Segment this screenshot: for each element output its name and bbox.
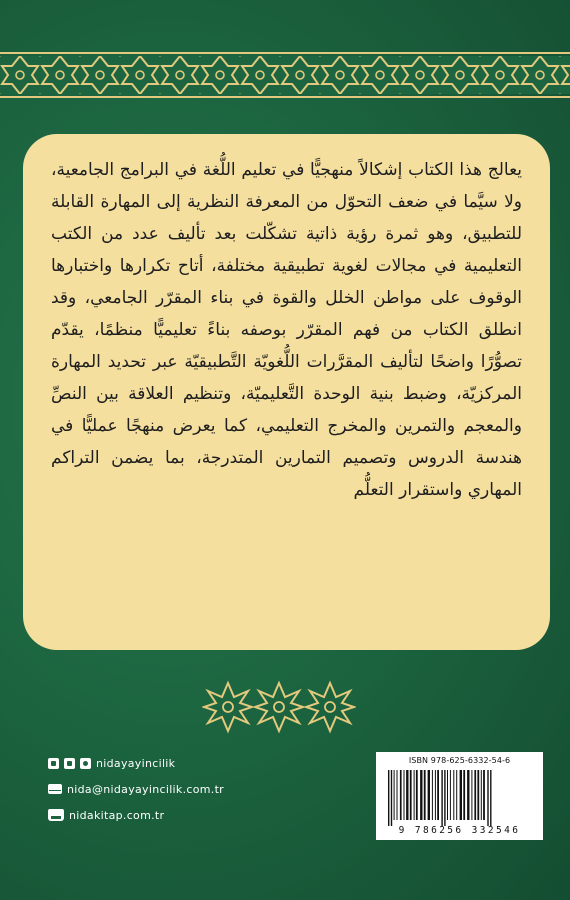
- barcode-bar: [437, 770, 439, 820]
- barcode-bar: [397, 770, 398, 820]
- barcode-bar: [490, 770, 491, 826]
- arabesque-ornament-3: [306, 683, 354, 731]
- instagram-icon[interactable]: [80, 758, 91, 769]
- arabesque-ornament-1: [204, 683, 252, 731]
- barcode-bar: [416, 770, 418, 820]
- barcode-bar: [391, 770, 392, 826]
- barcode-bar: [388, 770, 389, 826]
- barcode-bar: [428, 770, 430, 820]
- barcode-bar: [474, 770, 476, 820]
- barcode-bar: [450, 770, 451, 820]
- barcode-bar: [477, 770, 479, 820]
- barcode: [380, 768, 539, 826]
- twitter-icon[interactable]: [64, 758, 75, 769]
- isbn-barcode-box: [376, 752, 543, 840]
- barcode-bar: [435, 770, 436, 820]
- store-icon: [48, 809, 64, 821]
- barcode-bar: [456, 770, 457, 820]
- website-row: [48, 802, 338, 828]
- social-handle[interactable]: nidayayincilik: [96, 756, 176, 770]
- barcode-bar: [447, 770, 448, 820]
- barcode-bar: [444, 770, 445, 826]
- facebook-icon[interactable]: [48, 758, 59, 769]
- barcode-bar: [410, 770, 412, 820]
- arabesque-ornament-2: [255, 683, 303, 731]
- email-row: [48, 776, 338, 802]
- barcode-bar: [424, 770, 426, 820]
- barcode-bar: [483, 770, 485, 820]
- barcode-bar: [400, 770, 402, 820]
- ornamental-pattern-band: [0, 52, 570, 98]
- barcode-bar: [460, 770, 462, 820]
- barcode-bar: [394, 770, 395, 820]
- email-link[interactable]: nida@nidayayincilik.com.tr: [67, 782, 224, 796]
- isbn-label: ISBN 978-625-6332-54-6: [408, 756, 511, 765]
- barcode-bar: [441, 770, 442, 826]
- social-row: [48, 750, 338, 776]
- description-panel: [23, 134, 550, 650]
- barcode-bar: [467, 770, 469, 820]
- barcode-digits: 9 786256 332546: [398, 825, 521, 836]
- barcode-bar: [406, 770, 408, 820]
- barcode-bar: [453, 770, 454, 820]
- arabesque-ornament-row: [202, 680, 356, 734]
- barcode-bar: [463, 770, 465, 820]
- website-link[interactable]: nidakitap.com.tr: [69, 808, 165, 822]
- book-description: يعالج هذا الكتاب إشكالاً منهجيًّا في تعليم اللُّغة في البرامج الجامعية، ولا سيَّما في ضعف التحوّل من المعرفة النظرية إلى المهارة القابلة للتطبيق، وهو ثمرة رؤية ذاتية تشكّلت بعد تأليف عدد من الكتب التعليمية في مجالات لغوية تطبيقية مختلفة، أتاح تكرارها واختبارها الوقوف على مواطن الخلل والقوة في بناء المقرّر الجامعي، وقد انطلق الكتاب من فهم المقرّر بوصفه بناءً تعليميًّا منظمًا، يقدّم تصوُّرًا واضحًا لتأليف المقرَّرات اللُّغويّة التَّطبيقيّة عبر تحديد المهارة المركزيّة، وضبط بنية الوحدة التَّعليميّة، وتنظيم العلاقة بين النصِّ والمعجم والتمرين والمخرج التعليمي، كما يعرض منهجًا عمليًّا في هندسة الدروس وتصميم التمارين المتدرجة، بما يضمن التراكم المهاري واستقرار التعلُّم: [51, 160, 522, 500]
- barcode-bar: [404, 770, 405, 820]
- barcode-bar: [420, 770, 422, 820]
- barcode-bar: [414, 770, 415, 820]
- barcode-bar: [487, 770, 488, 826]
- publisher-contacts: [48, 750, 338, 828]
- barcode-bar: [471, 770, 472, 820]
- mail-icon: [48, 784, 62, 794]
- barcode-bar: [432, 770, 433, 820]
- barcode-bar: [481, 770, 482, 820]
